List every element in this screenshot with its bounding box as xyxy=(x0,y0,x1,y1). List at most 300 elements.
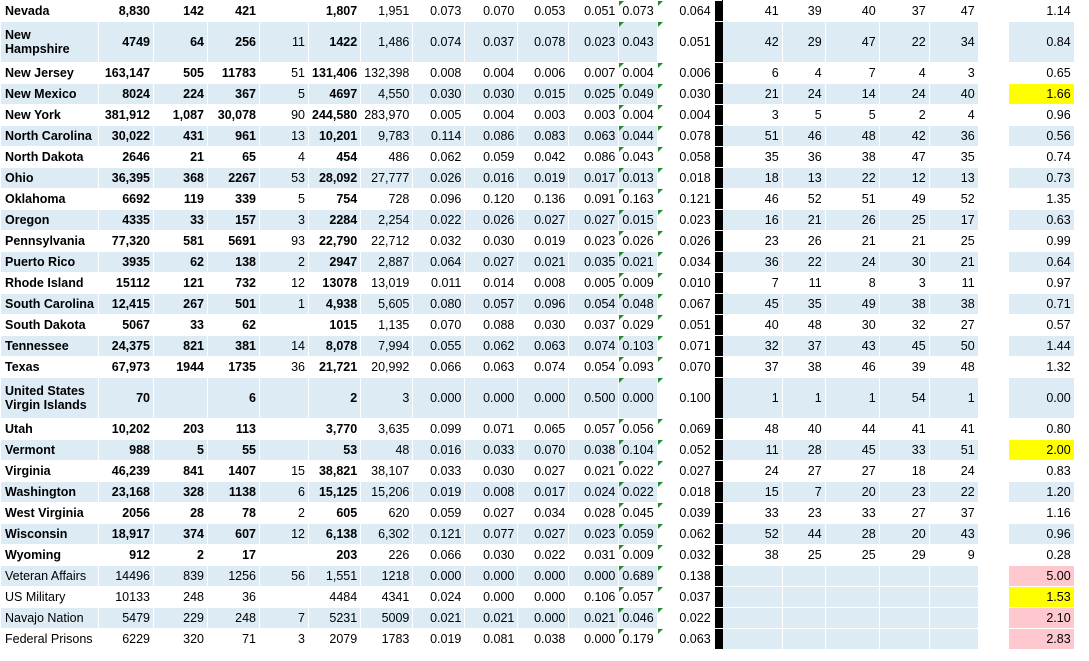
value-cell[interactable] xyxy=(879,608,929,629)
value-cell[interactable]: 0.57 xyxy=(1008,315,1074,336)
value-cell[interactable] xyxy=(825,629,879,650)
value-cell[interactable]: 56 xyxy=(260,566,309,587)
value-cell[interactable]: 12 xyxy=(260,524,309,545)
value-cell[interactable]: 41 xyxy=(722,1,782,22)
value-cell[interactable]: 2284 xyxy=(309,210,361,231)
value-cell[interactable]: 0.059 xyxy=(465,147,518,168)
value-cell[interactable]: 0.106 xyxy=(569,587,619,608)
value-cell[interactable]: 1.14 xyxy=(1008,1,1074,22)
value-cell[interactable]: 0.037 xyxy=(569,315,619,336)
value-cell[interactable]: 22,790 xyxy=(309,231,361,252)
value-cell[interactable] xyxy=(782,587,825,608)
value-cell[interactable]: 0.027 xyxy=(465,252,518,273)
value-cell[interactable]: 248 xyxy=(208,608,260,629)
value-cell[interactable]: 0.065 xyxy=(518,419,569,440)
value-cell[interactable]: 29 xyxy=(782,22,825,63)
value-cell[interactable] xyxy=(260,315,309,336)
value-cell[interactable]: 0.038 xyxy=(518,629,569,650)
value-cell[interactable]: 0.114 xyxy=(413,126,465,147)
value-cell[interactable]: 501 xyxy=(208,294,260,315)
value-cell[interactable]: 0.051 xyxy=(657,22,714,63)
value-cell[interactable]: 47 xyxy=(929,1,978,22)
value-cell[interactable]: 226 xyxy=(361,545,413,566)
value-cell[interactable]: 0.026 xyxy=(657,231,714,252)
value-cell[interactable]: 0.063 xyxy=(657,629,714,650)
value-cell[interactable]: 5 xyxy=(260,189,309,210)
value-cell[interactable]: 224 xyxy=(154,84,208,105)
value-cell[interactable]: 46 xyxy=(722,189,782,210)
value-cell[interactable]: 28 xyxy=(782,440,825,461)
value-cell[interactable]: 0.000 xyxy=(518,566,569,587)
value-cell[interactable]: 0.031 xyxy=(569,545,619,566)
value-cell[interactable]: 581 xyxy=(154,231,208,252)
value-cell[interactable]: 229 xyxy=(154,608,208,629)
value-cell[interactable]: 0.025 xyxy=(569,84,619,105)
value-cell[interactable] xyxy=(154,378,208,419)
value-cell[interactable]: 0.027 xyxy=(465,503,518,524)
value-cell[interactable]: 49 xyxy=(879,189,929,210)
value-cell[interactable]: 23 xyxy=(879,482,929,503)
value-cell[interactable]: 30,022 xyxy=(99,126,154,147)
value-cell[interactable] xyxy=(782,608,825,629)
value-cell[interactable]: 0.026 xyxy=(465,210,518,231)
value-cell[interactable]: 7,994 xyxy=(361,336,413,357)
value-cell[interactable]: 0.65 xyxy=(1008,63,1074,84)
value-cell[interactable]: 3 xyxy=(260,629,309,650)
value-cell[interactable]: 0.023 xyxy=(657,210,714,231)
value-cell[interactable]: 0.026 xyxy=(413,168,465,189)
value-cell[interactable]: 2 xyxy=(260,503,309,524)
value-cell[interactable]: 1 xyxy=(825,378,879,419)
value-cell[interactable]: 2646 xyxy=(99,147,154,168)
value-cell[interactable]: 0.027 xyxy=(657,461,714,482)
value-cell[interactable]: 4484 xyxy=(309,587,361,608)
value-cell[interactable]: 30 xyxy=(825,315,879,336)
value-cell[interactable]: 3 xyxy=(722,105,782,126)
value-cell[interactable]: 0.000 xyxy=(619,378,657,419)
value-cell[interactable]: 25 xyxy=(929,231,978,252)
value-cell[interactable]: 25 xyxy=(782,545,825,566)
value-cell[interactable]: 0.070 xyxy=(465,1,518,22)
value-cell[interactable]: 24,375 xyxy=(99,336,154,357)
value-cell[interactable]: 46 xyxy=(782,126,825,147)
value-cell[interactable]: 17 xyxy=(208,545,260,566)
value-cell[interactable]: 0.121 xyxy=(657,189,714,210)
value-cell[interactable]: 78 xyxy=(208,503,260,524)
value-cell[interactable]: 0.034 xyxy=(518,503,569,524)
value-cell[interactable]: 821 xyxy=(154,336,208,357)
value-cell[interactable]: 5479 xyxy=(99,608,154,629)
value-cell[interactable]: 2,887 xyxy=(361,252,413,273)
value-cell[interactable]: 38 xyxy=(722,545,782,566)
value-cell[interactable]: 0.033 xyxy=(465,440,518,461)
row-label-cell[interactable]: Ohio xyxy=(1,168,99,189)
value-cell[interactable]: 0.074 xyxy=(413,22,465,63)
value-cell[interactable]: 0.032 xyxy=(413,231,465,252)
value-cell[interactable]: 40 xyxy=(929,84,978,105)
value-cell[interactable]: 0.058 xyxy=(657,147,714,168)
row-label-cell[interactable]: Wyoming xyxy=(1,545,99,566)
value-cell[interactable] xyxy=(879,587,929,608)
value-cell[interactable]: 65 xyxy=(208,147,260,168)
value-cell[interactable]: 33 xyxy=(154,315,208,336)
value-cell[interactable]: 25 xyxy=(879,210,929,231)
value-cell[interactable]: 0.022 xyxy=(413,210,465,231)
value-cell[interactable]: 37 xyxy=(782,336,825,357)
value-cell[interactable]: 5231 xyxy=(309,608,361,629)
value-cell[interactable]: 45 xyxy=(722,294,782,315)
value-cell[interactable]: 1 xyxy=(722,378,782,419)
value-cell[interactable]: 7 xyxy=(782,482,825,503)
value-cell[interactable]: 28,092 xyxy=(309,168,361,189)
value-cell[interactable]: 1407 xyxy=(208,461,260,482)
value-cell[interactable]: 41 xyxy=(929,419,978,440)
value-cell[interactable]: 51 xyxy=(929,440,978,461)
value-cell[interactable]: 0.099 xyxy=(413,419,465,440)
value-cell[interactable]: 0.000 xyxy=(518,378,569,419)
value-cell[interactable]: 0.73 xyxy=(1008,168,1074,189)
value-cell[interactable]: 620 xyxy=(361,503,413,524)
value-cell[interactable]: 32 xyxy=(879,315,929,336)
value-cell[interactable]: 374 xyxy=(154,524,208,545)
value-cell[interactable]: 0.000 xyxy=(413,566,465,587)
value-cell[interactable]: 0.80 xyxy=(1008,419,1074,440)
value-cell[interactable]: 0.034 xyxy=(657,252,714,273)
value-cell[interactable]: 90 xyxy=(260,105,309,126)
value-cell[interactable]: 131,406 xyxy=(309,63,361,84)
value-cell[interactable]: 28 xyxy=(154,503,208,524)
value-cell[interactable]: 988 xyxy=(99,440,154,461)
value-cell[interactable]: 0.029 xyxy=(619,315,657,336)
value-cell[interactable]: 421 xyxy=(208,1,260,22)
value-cell[interactable] xyxy=(260,440,309,461)
value-cell[interactable]: 0.021 xyxy=(569,461,619,482)
value-cell[interactable]: 0.096 xyxy=(518,294,569,315)
value-cell[interactable]: 3 xyxy=(361,378,413,419)
value-cell[interactable]: 18 xyxy=(722,168,782,189)
value-cell[interactable]: 0.022 xyxy=(619,482,657,503)
value-cell[interactable]: 605 xyxy=(309,503,361,524)
value-cell[interactable]: 77,320 xyxy=(99,231,154,252)
value-cell[interactable]: 6 xyxy=(208,378,260,419)
value-cell[interactable]: 0.059 xyxy=(413,503,465,524)
value-cell[interactable]: 0.096 xyxy=(413,189,465,210)
value-cell[interactable]: 0.078 xyxy=(657,126,714,147)
value-cell[interactable]: 10,202 xyxy=(99,419,154,440)
value-cell[interactable]: 38,107 xyxy=(361,461,413,482)
value-cell[interactable]: 0.004 xyxy=(619,105,657,126)
value-cell[interactable]: 22,712 xyxy=(361,231,413,252)
row-label-cell[interactable]: Tennessee xyxy=(1,336,99,357)
value-cell[interactable]: 6 xyxy=(722,63,782,84)
value-cell[interactable]: 381 xyxy=(208,336,260,357)
value-cell[interactable]: 1 xyxy=(782,378,825,419)
value-cell[interactable]: 0.008 xyxy=(465,482,518,503)
value-cell[interactable] xyxy=(260,587,309,608)
value-cell[interactable]: 5 xyxy=(154,440,208,461)
value-cell[interactable]: 3 xyxy=(260,210,309,231)
value-cell[interactable]: 486 xyxy=(361,147,413,168)
value-cell[interactable]: 0.019 xyxy=(413,482,465,503)
value-cell[interactable]: 0.71 xyxy=(1008,294,1074,315)
value-cell[interactable]: 121 xyxy=(154,273,208,294)
value-cell[interactable]: 0.062 xyxy=(657,524,714,545)
value-cell[interactable]: 0.018 xyxy=(657,482,714,503)
value-cell[interactable]: 70 xyxy=(99,378,154,419)
value-cell[interactable]: 40 xyxy=(782,419,825,440)
value-cell[interactable]: 45 xyxy=(879,336,929,357)
value-cell[interactable]: 13 xyxy=(260,126,309,147)
value-cell[interactable]: 0.030 xyxy=(465,545,518,566)
value-cell[interactable]: 46,239 xyxy=(99,461,154,482)
value-cell[interactable]: 0.84 xyxy=(1008,22,1074,63)
value-cell[interactable]: 7 xyxy=(260,608,309,629)
value-cell[interactable]: 0.032 xyxy=(657,545,714,566)
row-label-cell[interactable]: Washington xyxy=(1,482,99,503)
value-cell[interactable]: 13 xyxy=(929,168,978,189)
value-cell[interactable]: 0.030 xyxy=(465,84,518,105)
value-cell[interactable]: 21 xyxy=(825,231,879,252)
value-cell[interactable]: 45 xyxy=(825,440,879,461)
value-cell[interactable]: 138 xyxy=(208,252,260,273)
value-cell[interactable]: 1735 xyxy=(208,357,260,378)
value-cell[interactable] xyxy=(260,545,309,566)
value-cell[interactable]: 0.049 xyxy=(619,84,657,105)
value-cell[interactable]: 6229 xyxy=(99,629,154,650)
value-cell[interactable]: 320 xyxy=(154,629,208,650)
value-cell[interactable]: 0.022 xyxy=(619,461,657,482)
value-cell[interactable]: 157 xyxy=(208,210,260,231)
value-cell[interactable] xyxy=(260,1,309,22)
value-cell[interactable]: 203 xyxy=(309,545,361,566)
value-cell[interactable]: 0.021 xyxy=(569,608,619,629)
value-cell[interactable]: 0.077 xyxy=(465,524,518,545)
value-cell[interactable]: 0.088 xyxy=(465,315,518,336)
value-cell[interactable]: 2056 xyxy=(99,503,154,524)
value-cell[interactable]: 0.035 xyxy=(569,252,619,273)
value-cell[interactable]: 0.033 xyxy=(413,461,465,482)
value-cell[interactable]: 841 xyxy=(154,461,208,482)
value-cell[interactable]: 49 xyxy=(825,294,879,315)
value-cell[interactable]: 0.030 xyxy=(518,315,569,336)
value-cell[interactable]: 2 xyxy=(879,105,929,126)
value-cell[interactable]: 33 xyxy=(154,210,208,231)
value-cell[interactable]: 12 xyxy=(879,168,929,189)
value-cell[interactable]: 1015 xyxy=(309,315,361,336)
value-cell[interactable]: 367 xyxy=(208,84,260,105)
value-cell[interactable]: 0.062 xyxy=(465,336,518,357)
value-cell[interactable]: 1.35 xyxy=(1008,189,1074,210)
value-cell[interactable]: 1944 xyxy=(154,357,208,378)
value-cell[interactable]: 0.030 xyxy=(465,461,518,482)
value-cell[interactable]: 42 xyxy=(722,22,782,63)
value-cell[interactable]: 0.056 xyxy=(619,419,657,440)
value-cell[interactable]: 0.057 xyxy=(465,294,518,315)
value-cell[interactable]: 4,938 xyxy=(309,294,361,315)
row-label-cell[interactable]: Wisconsin xyxy=(1,524,99,545)
value-cell[interactable]: 38 xyxy=(879,294,929,315)
value-cell[interactable]: 0.005 xyxy=(413,105,465,126)
value-cell[interactable]: 0.070 xyxy=(657,357,714,378)
row-label-cell[interactable]: Oregon xyxy=(1,210,99,231)
value-cell[interactable]: 3,635 xyxy=(361,419,413,440)
value-cell[interactable]: 2 xyxy=(154,545,208,566)
value-cell[interactable]: 1,951 xyxy=(361,1,413,22)
value-cell[interactable]: 10133 xyxy=(99,587,154,608)
value-cell[interactable]: 113 xyxy=(208,419,260,440)
value-cell[interactable]: 505 xyxy=(154,63,208,84)
value-cell[interactable]: 0.063 xyxy=(518,336,569,357)
value-cell[interactable]: 0.138 xyxy=(657,566,714,587)
value-cell[interactable]: 2079 xyxy=(309,629,361,650)
value-cell[interactable]: 431 xyxy=(154,126,208,147)
value-cell[interactable]: 4335 xyxy=(99,210,154,231)
value-cell[interactable]: 1 xyxy=(929,378,978,419)
value-cell[interactable]: 22 xyxy=(929,482,978,503)
value-cell[interactable]: 21 xyxy=(154,147,208,168)
row-label-cell[interactable]: Nevada xyxy=(1,1,99,22)
value-cell[interactable]: 17 xyxy=(929,210,978,231)
value-cell[interactable]: 0.023 xyxy=(569,231,619,252)
value-cell[interactable]: 0.005 xyxy=(569,273,619,294)
value-cell[interactable]: 119 xyxy=(154,189,208,210)
row-label-cell[interactable]: North Carolina xyxy=(1,126,99,147)
value-cell[interactable]: 5691 xyxy=(208,231,260,252)
value-cell[interactable]: 1,135 xyxy=(361,315,413,336)
value-cell[interactable]: 0.027 xyxy=(518,210,569,231)
value-cell[interactable]: 339 xyxy=(208,189,260,210)
value-cell[interactable]: 36 xyxy=(208,587,260,608)
value-cell[interactable] xyxy=(722,587,782,608)
value-cell[interactable]: 15112 xyxy=(99,273,154,294)
value-cell[interactable]: 0.051 xyxy=(569,1,619,22)
value-cell[interactable]: 52 xyxy=(929,189,978,210)
value-cell[interactable]: 20 xyxy=(879,524,929,545)
value-cell[interactable]: 0.013 xyxy=(619,168,657,189)
value-cell[interactable]: 15,125 xyxy=(309,482,361,503)
value-cell[interactable]: 0.000 xyxy=(518,587,569,608)
value-cell[interactable]: 0.003 xyxy=(569,105,619,126)
value-cell[interactable]: 0.000 xyxy=(465,566,518,587)
value-cell[interactable]: 27,777 xyxy=(361,168,413,189)
value-cell[interactable]: 67,973 xyxy=(99,357,154,378)
value-cell[interactable] xyxy=(929,629,978,650)
value-cell[interactable]: 36 xyxy=(782,147,825,168)
value-cell[interactable]: 0.004 xyxy=(657,105,714,126)
value-cell[interactable]: 23 xyxy=(782,503,825,524)
value-cell[interactable]: 0.011 xyxy=(413,273,465,294)
value-cell[interactable] xyxy=(722,566,782,587)
value-cell[interactable]: 2947 xyxy=(309,252,361,273)
value-cell[interactable]: 2 xyxy=(260,252,309,273)
value-cell[interactable]: 1.66 xyxy=(1008,84,1074,105)
row-label-cell[interactable]: South Dakota xyxy=(1,315,99,336)
value-cell[interactable]: 47 xyxy=(825,22,879,63)
value-cell[interactable]: 4 xyxy=(879,63,929,84)
row-label-cell[interactable]: Pennsylvania xyxy=(1,231,99,252)
value-cell[interactable]: 1218 xyxy=(361,566,413,587)
value-cell[interactable]: 27 xyxy=(825,461,879,482)
value-cell[interactable]: 62 xyxy=(208,315,260,336)
value-cell[interactable]: 71 xyxy=(208,629,260,650)
value-cell[interactable]: 0.073 xyxy=(619,1,657,22)
value-cell[interactable]: 7 xyxy=(722,273,782,294)
value-cell[interactable]: 754 xyxy=(309,189,361,210)
value-cell[interactable]: 0.063 xyxy=(569,126,619,147)
value-cell[interactable]: 2,254 xyxy=(361,210,413,231)
row-label-cell[interactable]: New York xyxy=(1,105,99,126)
value-cell[interactable]: 48 xyxy=(722,419,782,440)
value-cell[interactable]: 0.026 xyxy=(619,231,657,252)
value-cell[interactable]: 0.069 xyxy=(657,419,714,440)
value-cell[interactable]: 11 xyxy=(782,273,825,294)
value-cell[interactable]: 34 xyxy=(929,22,978,63)
value-cell[interactable] xyxy=(782,566,825,587)
row-label-cell[interactable]: US Military xyxy=(1,587,99,608)
value-cell[interactable]: 2267 xyxy=(208,168,260,189)
value-cell[interactable]: 203 xyxy=(154,419,208,440)
value-cell[interactable]: 0.163 xyxy=(619,189,657,210)
value-cell[interactable]: 33 xyxy=(825,503,879,524)
value-cell[interactable]: 0.038 xyxy=(569,440,619,461)
value-cell[interactable]: 9 xyxy=(929,545,978,566)
value-cell[interactable]: 0.070 xyxy=(413,315,465,336)
value-cell[interactable]: 21 xyxy=(782,210,825,231)
value-cell[interactable]: 0.120 xyxy=(465,189,518,210)
value-cell[interactable]: 51 xyxy=(722,126,782,147)
value-cell[interactable]: 0.030 xyxy=(657,84,714,105)
value-cell[interactable]: 0.064 xyxy=(657,1,714,22)
value-cell[interactable]: 0.024 xyxy=(413,587,465,608)
value-cell[interactable]: 0.021 xyxy=(413,608,465,629)
value-cell[interactable]: 1,807 xyxy=(309,1,361,22)
value-cell[interactable] xyxy=(782,629,825,650)
value-cell[interactable]: 1422 xyxy=(309,22,361,63)
value-cell[interactable]: 0.019 xyxy=(518,231,569,252)
value-cell[interactable]: 27 xyxy=(929,315,978,336)
value-cell[interactable]: 0.073 xyxy=(413,1,465,22)
value-cell[interactable]: 23 xyxy=(722,231,782,252)
value-cell[interactable]: 0.063 xyxy=(465,357,518,378)
value-cell[interactable]: 1 xyxy=(260,294,309,315)
value-cell[interactable]: 0.000 xyxy=(465,378,518,419)
value-cell[interactable]: 0.006 xyxy=(657,63,714,84)
value-cell[interactable]: 267 xyxy=(154,294,208,315)
value-cell[interactable]: 0.091 xyxy=(569,189,619,210)
value-cell[interactable]: 0.030 xyxy=(413,84,465,105)
value-cell[interactable]: 5 xyxy=(825,105,879,126)
value-cell[interactable]: 11 xyxy=(722,440,782,461)
value-cell[interactable]: 4749 xyxy=(99,22,154,63)
value-cell[interactable]: 93 xyxy=(260,231,309,252)
value-cell[interactable]: 21 xyxy=(929,252,978,273)
value-cell[interactable]: 0.043 xyxy=(619,22,657,63)
value-cell[interactable]: 33 xyxy=(722,503,782,524)
value-cell[interactable]: 39 xyxy=(879,357,929,378)
value-cell[interactable]: 1.53 xyxy=(1008,587,1074,608)
value-cell[interactable]: 46 xyxy=(825,357,879,378)
value-cell[interactable]: 12,415 xyxy=(99,294,154,315)
value-cell[interactable]: 54 xyxy=(879,378,929,419)
value-cell[interactable]: 0.021 xyxy=(619,252,657,273)
value-cell[interactable]: 0.074 xyxy=(569,336,619,357)
value-cell[interactable] xyxy=(722,629,782,650)
value-cell[interactable]: 25 xyxy=(825,545,879,566)
value-cell[interactable]: 0.500 xyxy=(569,378,619,419)
value-cell[interactable]: 8,830 xyxy=(99,1,154,22)
value-cell[interactable]: 52 xyxy=(782,189,825,210)
value-cell[interactable]: 0.004 xyxy=(619,63,657,84)
